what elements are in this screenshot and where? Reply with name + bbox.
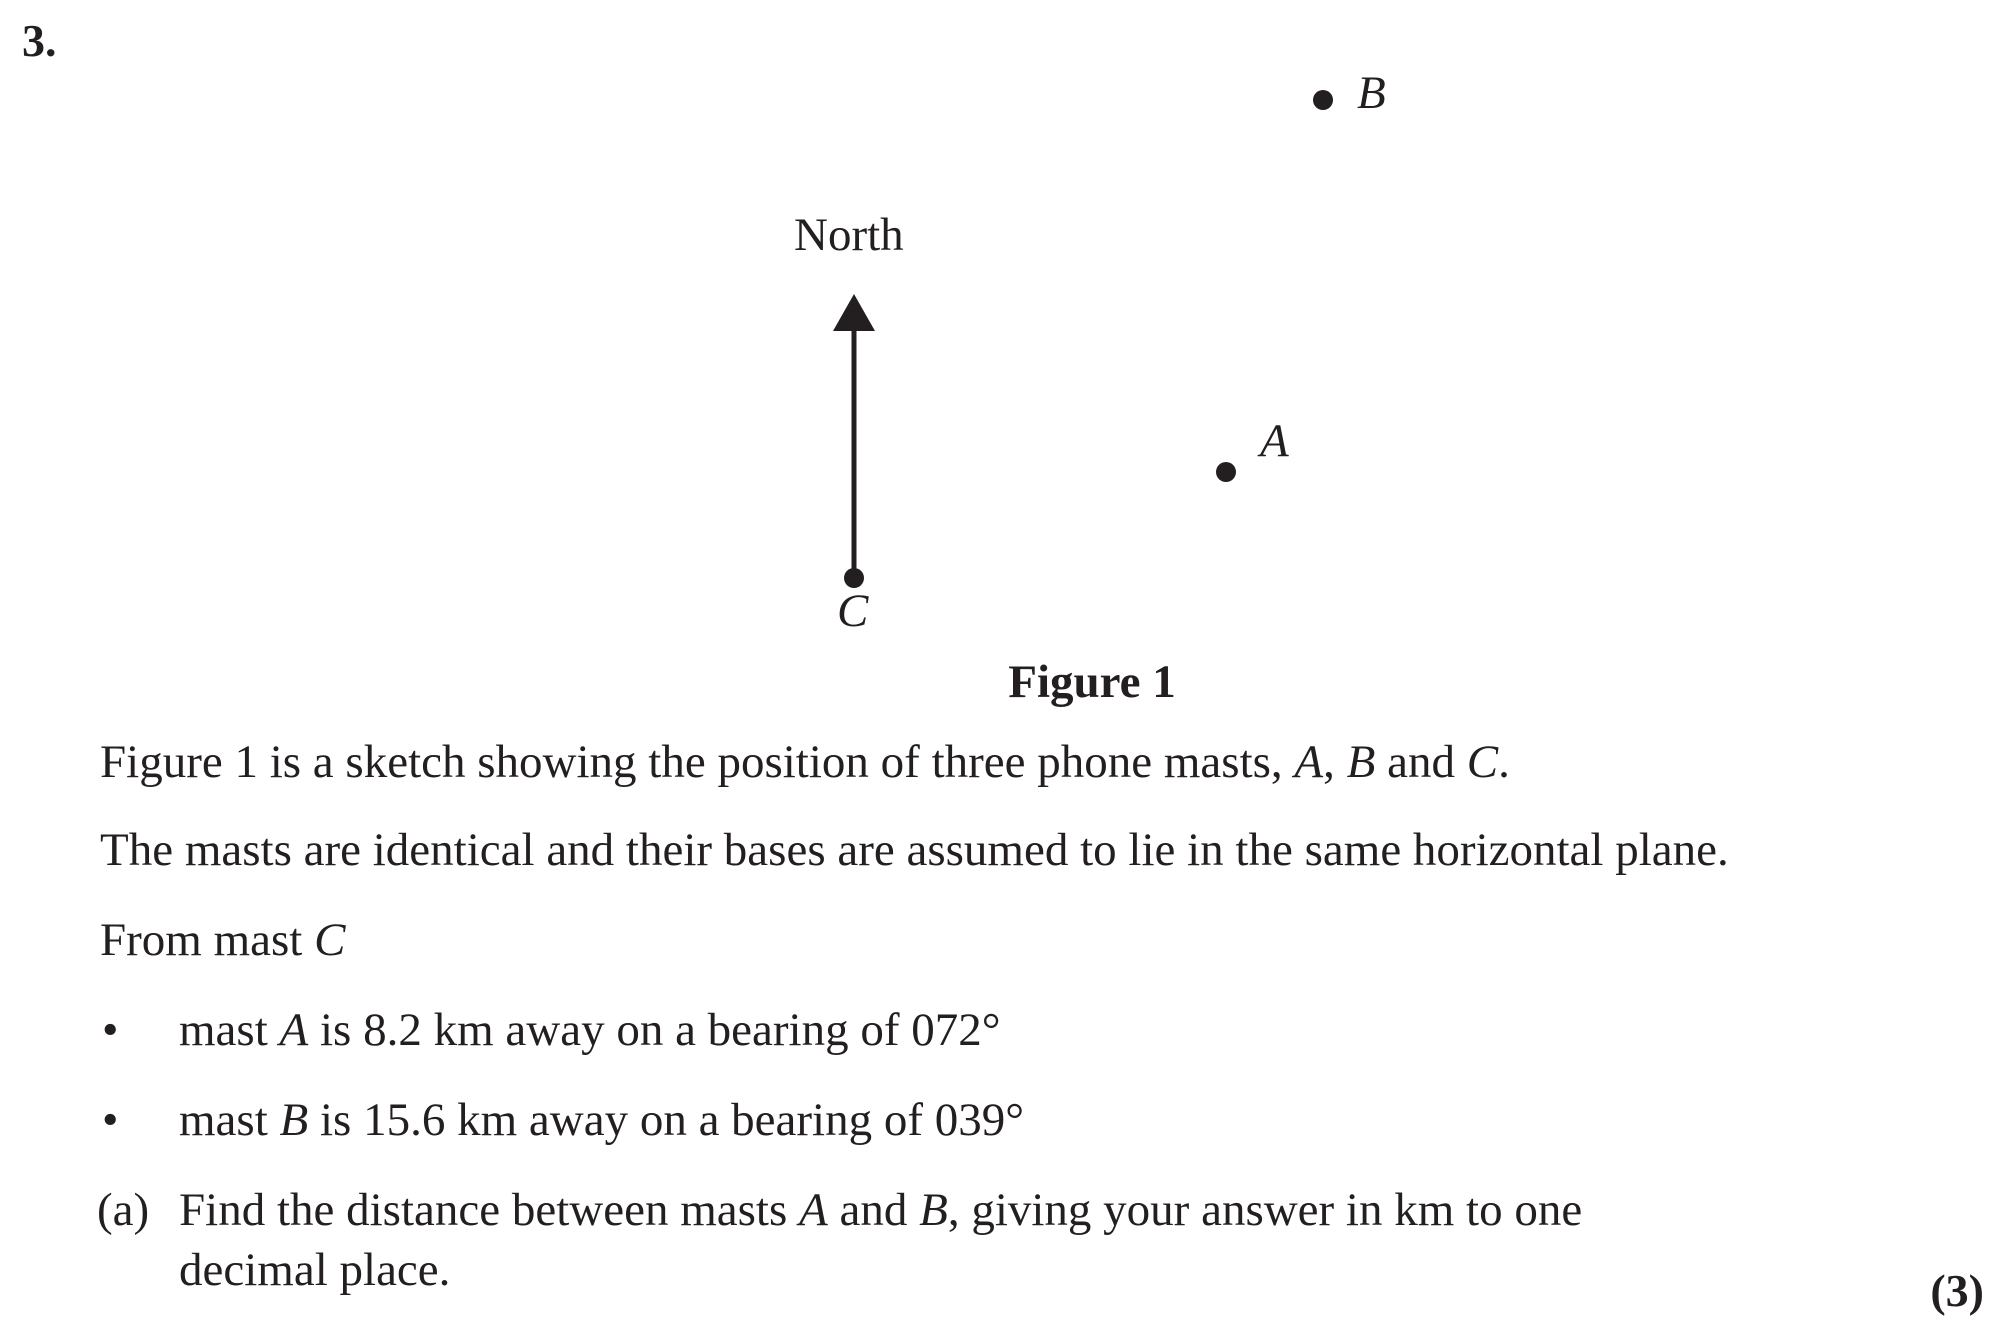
bullet-2-text [179,1093,1024,1147]
part-a-line-1 [179,1183,1582,1237]
point-c-label: C [837,585,869,637]
intro-text: Figure 1 is a sketch showing the position of three phone masts, [100,736,1295,788]
bullet-1-var: A [279,1004,309,1056]
part-a-label: (a) [97,1184,150,1236]
masts-paragraph: The masts are identical and their bases are assumed to lie in the same horizontal plane. [100,824,1729,876]
point-b-dot [1313,90,1333,110]
bullet-1-text [179,1003,1001,1057]
intro-var-c: C [1466,736,1499,788]
part-a-line-2: decimal place. [179,1244,451,1296]
intro-paragraph [100,735,1510,789]
intro-end: . [1498,736,1510,788]
point-a-dot [1216,462,1236,482]
figure-caption: Figure 1 [1008,656,1176,708]
intro-var-b: B [1346,736,1376,788]
bullet-2-pre: mast [179,1094,280,1146]
bullet-1-pre: mast [179,1004,280,1056]
intro-var-a: A [1294,736,1324,788]
intro-and: and [1375,736,1467,788]
north-label: North [794,209,904,261]
from-mast-text: From mast [100,914,315,966]
question-number: 3. [22,15,57,66]
from-mast-var-c: C [314,914,346,966]
part-a-pre: Find the distance between masts [179,1184,799,1236]
bullet-2-var: B [279,1094,309,1146]
point-b-label: B [1357,67,1386,119]
from-mast-line [100,913,345,967]
bullet-2-post: is 15.6 km away on a bearing of 039° [308,1094,1025,1146]
part-a-var-a: A [799,1184,828,1236]
bullet-1-post: is 8.2 km away on a bearing of 072° [308,1004,1001,1056]
bullet-1-marker: • [102,1004,119,1056]
intro-sep: , [1323,736,1347,788]
north-arrowhead-icon [833,294,875,331]
part-a-and: and [827,1184,920,1236]
point-a-label: A [1260,415,1289,467]
part-a-post: , giving your answer in km to one [947,1184,1583,1236]
bullet-2-marker: • [102,1094,119,1146]
part-a-var-b: B [919,1184,948,1236]
marks-label: (3) [1930,1265,1984,1316]
